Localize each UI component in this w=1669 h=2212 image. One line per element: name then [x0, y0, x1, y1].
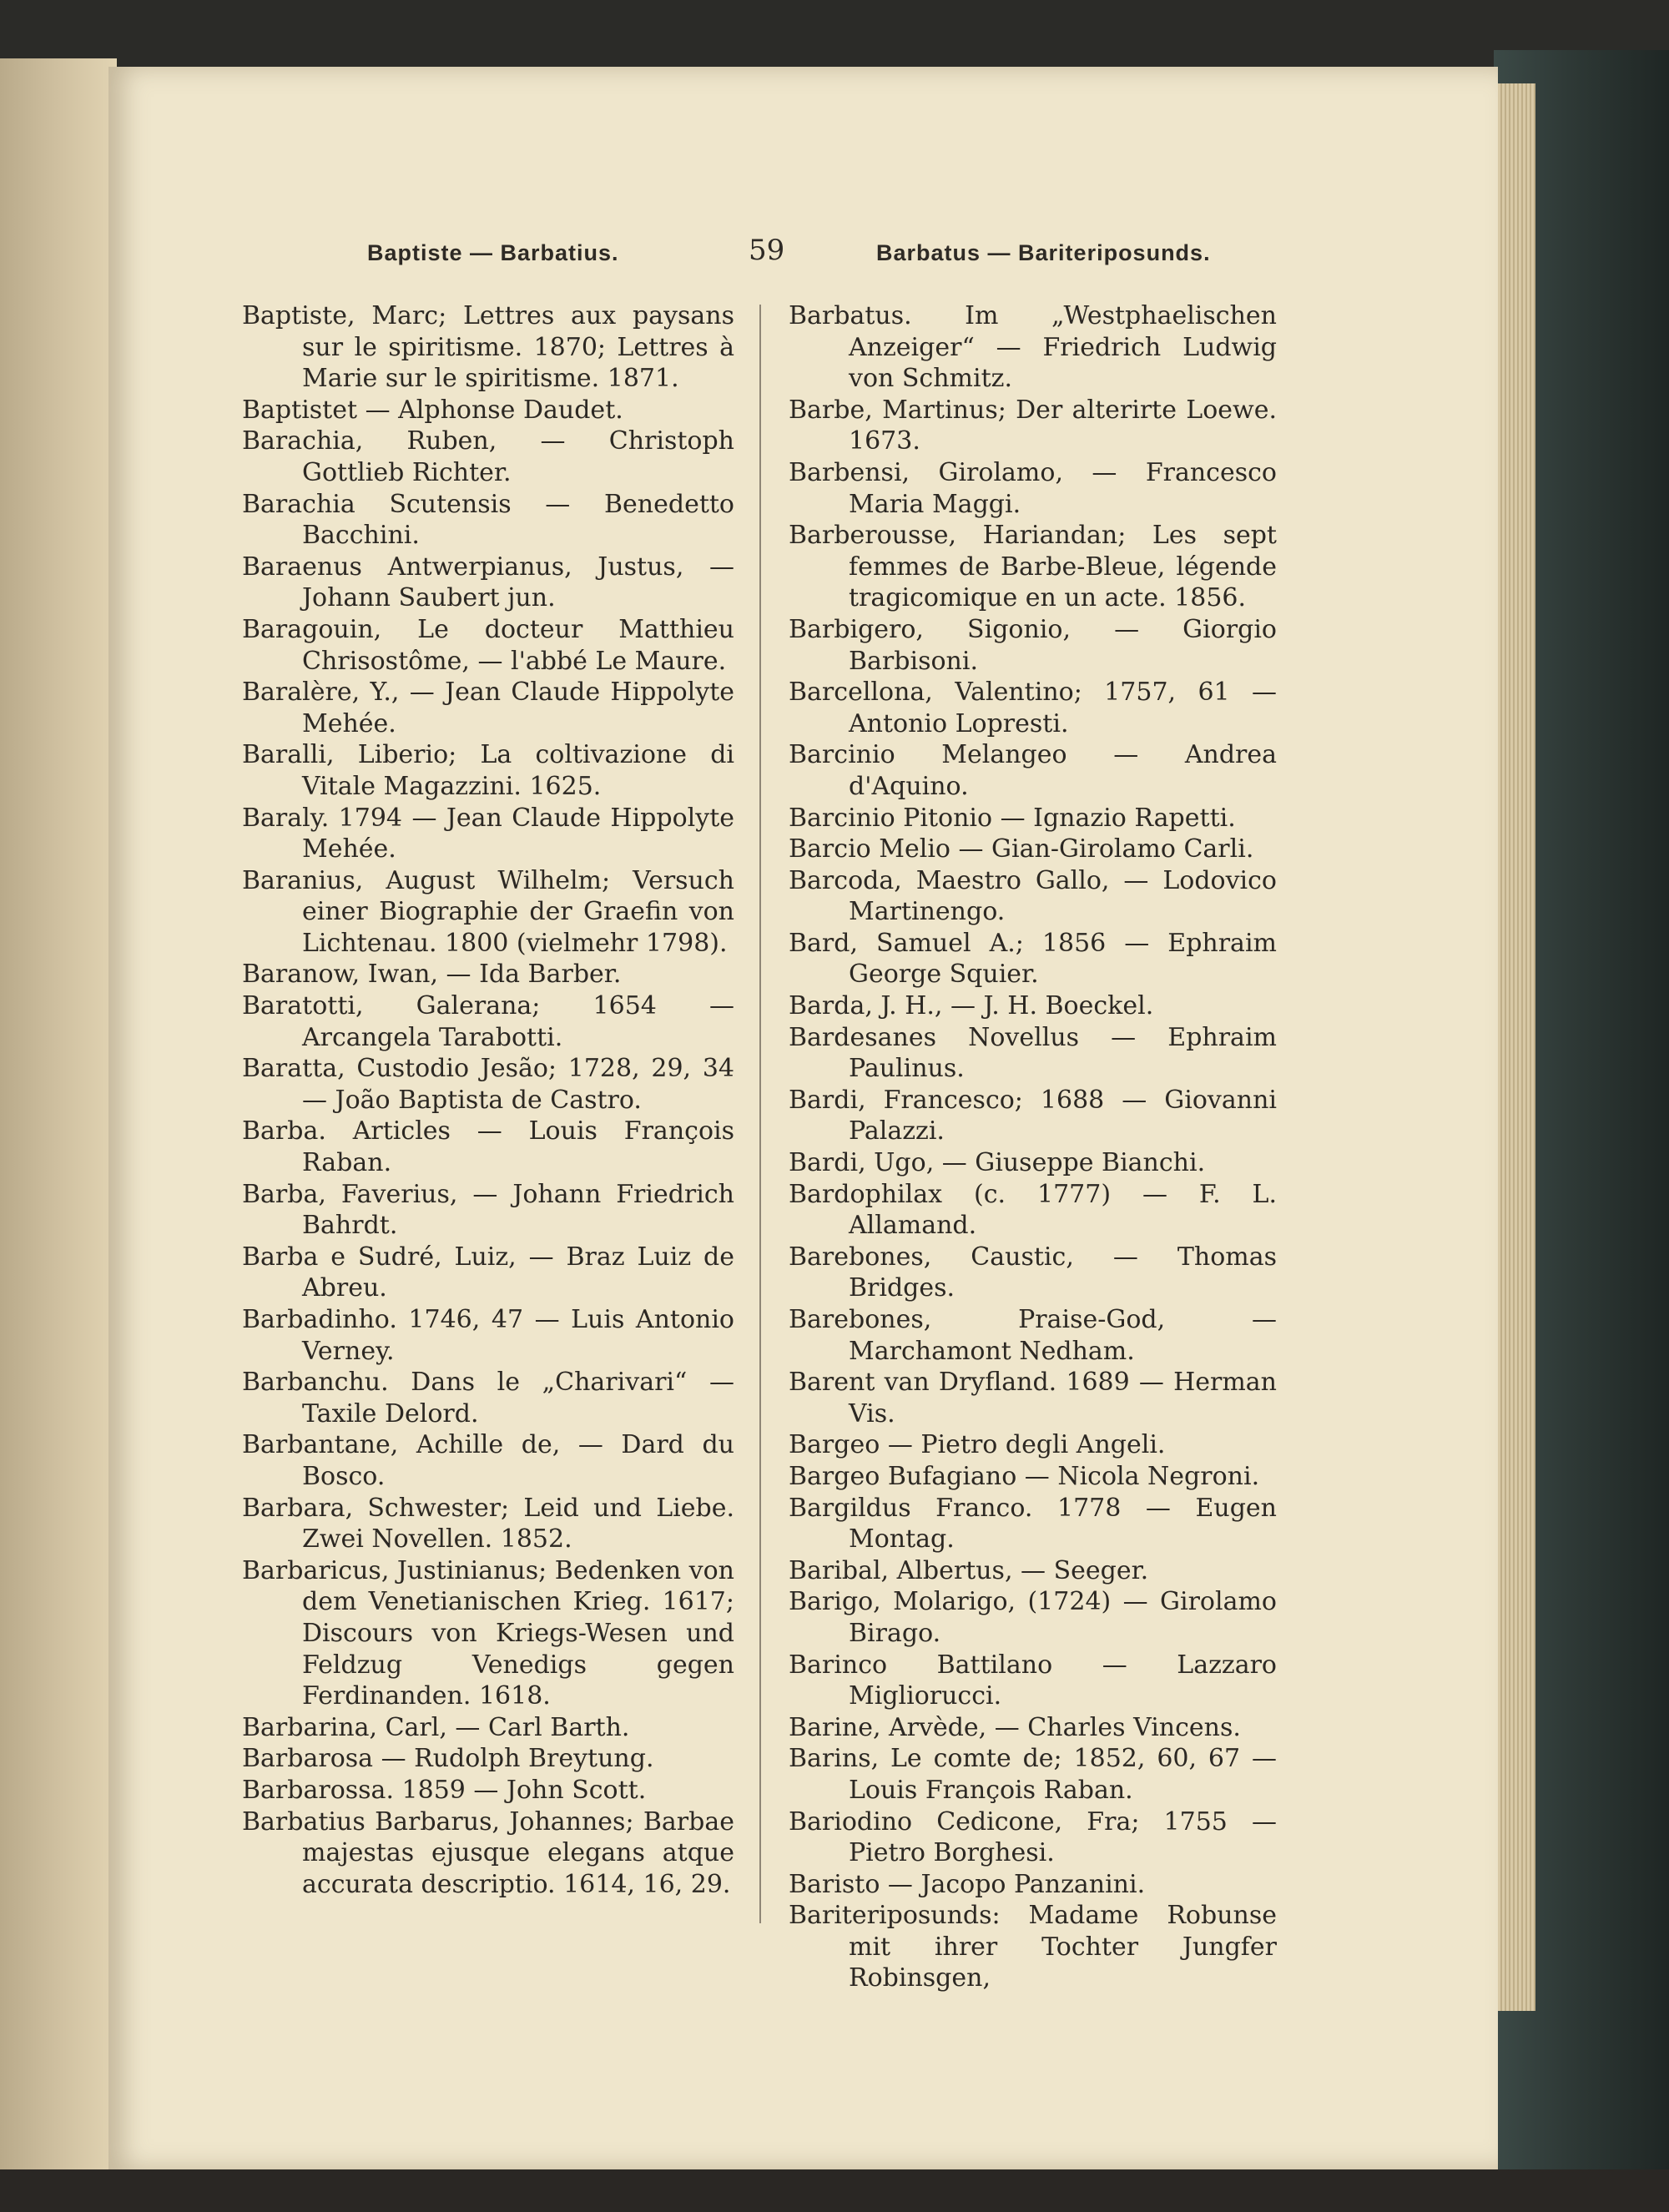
column-divider [759, 305, 761, 1923]
index-entry: Bardi, Francesco; 1688 — Giovanni Palazzi. [789, 1085, 1277, 1146]
index-entry: Barcoda, Maestro Gallo, — Lodovico Martinengo. [789, 865, 1277, 927]
index-entry: Barine, Arvède, — Charles Vincens. [789, 1712, 1241, 1742]
right-column [789, 300, 1277, 1994]
index-entry: Bariteriposunds: Madame Robunse mit ihrer Tochter Jungfer Robinsgen, [789, 1901, 1277, 1993]
index-entry: Barcio Melio — Gian-Girolamo Carli. [789, 834, 1254, 864]
index-entry: Bardi, Ugo, — Giuseppe Bianchi. [789, 1148, 1206, 1178]
index-entry: Baranius, August Wilhelm; Versuch einer Biographie der Graefin von Lichtenau. 1800 (vielmehr 1798). [242, 865, 734, 958]
index-entry: Barberousse, Hariandan; Les sept femmes de Barbe-Bleue, légende tragicomique en un acte. 1856. [789, 521, 1277, 613]
index-entry: Bardophilax (c. 1777) — F. L. Allamand. [789, 1179, 1277, 1241]
index-entry: Barba. Articles — Louis François Raban. [242, 1116, 734, 1178]
index-entry: Barbensi, Girolamo, — Francesco Maria Maggi. [789, 457, 1277, 519]
index-entry: Barbantane, Achille de, — Dard du Bosco. [242, 1430, 734, 1491]
facing-page-edge [0, 58, 117, 2212]
index-entry: Baribal, Albertus, — Seeger. [789, 1555, 1149, 1585]
index-entry: Baptiste, Marc; Lettres aux paysans sur le spiritisme. 1870; Lettres à Marie sur le spiritisme. 1871. [242, 301, 734, 394]
index-entry: Barbadinho. 1746, 47 — Luis Antonio Verney. [242, 1305, 734, 1366]
index-entry: Barbe, Martinus; Der alterirte Loewe. 1673. [789, 395, 1277, 456]
index-entry: Baralli, Liberio; La coltivazione di Vitale Magazzini. 1625. [242, 740, 734, 801]
left-column [242, 300, 734, 1900]
index-entry: Bargeo — Pietro degli Angeli. [789, 1430, 1166, 1460]
index-entry: Baraenus Antwerpianus, Justus, — Johann Saubert jun. [242, 552, 734, 613]
index-entry: Barigo, Molarigo, (1724) — Girolamo Birago. [789, 1587, 1277, 1648]
index-entry: Baptistet — Alphonse Daudet. [242, 395, 623, 425]
index-entry: Bardesanes Novellus — Ephraim Paulinus. [789, 1022, 1277, 1084]
page-number: 59 [749, 234, 785, 267]
index-entry: Barent van Dryfland. 1689 — Herman Vis. [789, 1368, 1277, 1428]
index-entry: Barbatus. Im „Westphaelischen Anzeiger“ — Friedrich Ludwig von Schmitz. [789, 301, 1277, 394]
index-entry: Baristo — Jacopo Panzanini. [789, 1869, 1146, 1899]
index-entry: Barinco Battilano — Lazzaro Migliorucci. [789, 1650, 1277, 1711]
index-entry: Barachia Scutensis — Benedetto Bacchini. [242, 489, 734, 551]
index-entry: Bargildus Franco. 1778 — Eugen Montag. [789, 1493, 1277, 1554]
index-entry: Barda, J. H., — J. H. Boeckel. [789, 991, 1154, 1021]
index-entry: Barins, Le comte de; 1852, 60, 67 — Louis François Raban. [789, 1744, 1277, 1805]
index-entry: Bariodino Cedicone, Fra; 1755 — Pietro Borghesi. [789, 1806, 1277, 1868]
table-surface [0, 2169, 1669, 2212]
index-entry: Barebones, Praise-God, — Marchamont Nedham. [789, 1305, 1277, 1366]
index-entry: Barbarossa. 1859 — John Scott. [242, 1775, 647, 1805]
index-entry: Barcellona, Valentino; 1757, 61 — Antonio Lopresti. [789, 678, 1277, 738]
index-entry: Barbarosa — Rudolph Breytung. [242, 1744, 654, 1774]
index-entry: Barcinio Pitonio — Ignazio Rapetti. [789, 803, 1236, 833]
index-entry: Baratta, Custodio Jesão; 1728, 29, 34 — João Baptista de Castro. [242, 1054, 734, 1115]
page-block-edges [1494, 83, 1535, 2011]
index-entry: Bard, Samuel A.; 1856 — Ephraim George Squier. [789, 928, 1277, 990]
index-entry: Barbarina, Carl, — Carl Barth. [242, 1712, 630, 1742]
index-entry: Barbigero, Sigonio, — Giorgio Barbisoni. [789, 614, 1277, 676]
index-entry: Barbanchu. Dans le „Charivari“ — Taxile Delord. [242, 1368, 734, 1428]
index-entry: Baranow, Iwan, — Ida Barber. [242, 960, 622, 990]
index-entry: Baratotti, Galerana; 1654 — Arcangela Tarabotti. [242, 991, 734, 1052]
index-entry: Baralère, Y., — Jean Claude Hippolyte Mehée. [242, 678, 734, 738]
index-entry: Barba, Faverius, — Johann Friedrich Bahrdt. [242, 1179, 734, 1241]
index-entry: Baraly. 1794 — Jean Claude Hippolyte Mehée. [242, 803, 734, 864]
index-entry: Barebones, Caustic, — Thomas Bridges. [789, 1242, 1277, 1303]
index-entry: Barba e Sudré, Luiz, — Braz Luiz de Abreu. [242, 1242, 734, 1303]
index-entry: Baragouin, Le docteur Matthieu Chrisostôme, — l'abbé Le Maure. [242, 614, 734, 676]
running-head-left: Baptiste — Barbatius. [367, 240, 619, 265]
index-entry: Bargeo Bufagiano — Nicola Negroni. [789, 1461, 1260, 1491]
index-entry: Barbara, Schwester; Leid und Liebe. Zwei Novellen. 1852. [242, 1493, 734, 1554]
running-head-right: Barbatus — Bariteriposunds. [876, 240, 1211, 265]
index-entry: Barbaricus, Justinianus; Bedenken von dem Venetianischen Krieg. 1617; Discours von Kriegs-Wesen und Feldzug Venedigs gegen Ferdinanden. 1618. [242, 1555, 734, 1711]
index-entry: Barbatius Barbarus, Johannes; Barbae majestas ejusque elegans atque accurata descriptio. 1614, 16, 29. [242, 1806, 734, 1899]
index-entry: Barachia, Ruben, — Christoph Gottlieb Richter. [242, 426, 734, 487]
index-entry: Barcinio Melangeo — Andrea d'Aquino. [789, 740, 1277, 801]
